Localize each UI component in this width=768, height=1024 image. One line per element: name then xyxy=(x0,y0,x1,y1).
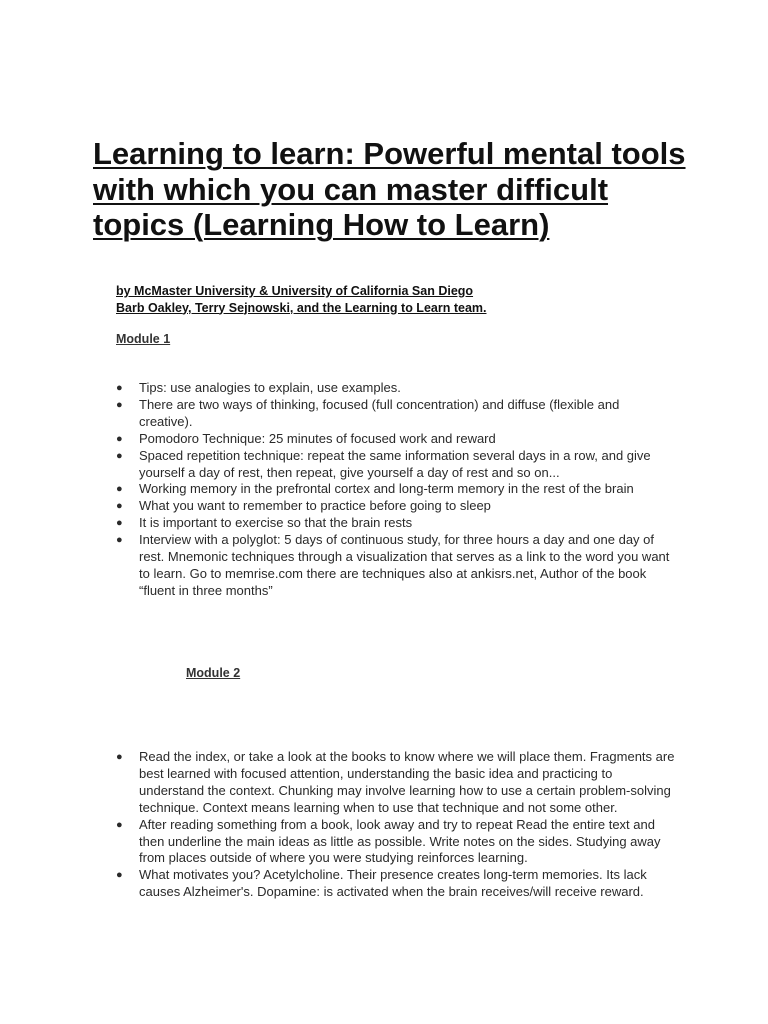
list-item xyxy=(116,448,676,482)
document-title: Learning to learn: Powerful mental tools with which you can master difficult topics (Learning How to Learn) xyxy=(93,136,686,242)
byline-authors: Barb Oakley, Terry Sejnowski, and the Learning to Learn team. xyxy=(116,300,487,315)
list-item xyxy=(116,817,676,868)
list-item xyxy=(116,515,676,532)
list-item-text: What you want to remember to practice before going to sleep xyxy=(139,498,491,514)
list-item xyxy=(116,532,676,600)
bullet-icon: ● xyxy=(116,534,123,547)
module-2-heading: Module 2 xyxy=(186,666,241,680)
list-item xyxy=(116,380,676,397)
list-item-text: Spaced repetition technique: repeat the same information several days in a row, and give yourself a day of rest, then repeat, give yourself a day of rest and so on... xyxy=(139,447,651,480)
bullet-icon: ● xyxy=(116,483,123,496)
bullet-icon: ● xyxy=(116,449,123,462)
module-2-list xyxy=(116,749,676,901)
byline-institutions: by McMaster University & University of California San Diego xyxy=(116,284,474,298)
list-item-text: Read the index, or take a look at the books to know where we will place them. Fragments are best learned with focused attention, understanding the basic idea and practicing to understand the context. Chunking may involve learning how to use a certain problem-solving technique. Context means learning when to use that technique and not some other. xyxy=(139,749,675,815)
list-item xyxy=(116,481,676,498)
list-item-text: What motivates you? Acetylcholine. Their presence creates long-term memories. Its lack causes Alzheimer's. Dopamine: is activated when the brain receives/will receive reward. xyxy=(139,867,647,900)
list-item xyxy=(116,498,676,515)
list-item xyxy=(116,867,676,901)
list-item-text: Pomodoro Technique: 25 minutes of focused work and reward xyxy=(139,430,496,446)
list-item-text: Interview with a polyglot: 5 days of continuous study, for three hours a day and one day of rest. Mnemonic techniques through a visualization that serves as a link to the word you want to learn. Go to memrise.com there are techniques also at ankisrs.net, Author of the book “fluent in three months” xyxy=(139,532,670,598)
bullet-icon: ● xyxy=(116,517,123,530)
list-item-text: It is important to exercise so that the brain rests xyxy=(139,515,413,531)
bullet-icon: ● xyxy=(116,382,123,394)
bullet-icon: ● xyxy=(116,500,123,513)
byline xyxy=(116,283,486,316)
module-1-heading: Module 1 xyxy=(116,332,171,346)
list-item-text: After reading something from a book, look away and try to repeat Read the entire text and then underline the main ideas as little as possible. Write notes on the sides. Studying away from places outside of where you were studying reinforces learning. xyxy=(139,816,661,866)
bullet-icon: ● xyxy=(116,869,123,882)
list-item xyxy=(116,749,676,817)
module-1-list xyxy=(116,380,676,600)
list-item-text: Working memory in the prefrontal cortex and long-term memory in the rest of the brain xyxy=(139,481,634,497)
list-item-text: There are two ways of thinking, focused (full concentration) and diffuse (flexible and creative). xyxy=(139,396,620,429)
bullet-icon: ● xyxy=(116,432,123,445)
list-item xyxy=(116,397,676,431)
list-item xyxy=(116,431,676,448)
bullet-icon: ● xyxy=(116,818,123,831)
bullet-icon: ● xyxy=(116,398,123,411)
list-item-text: Tips: use analogies to explain, use examples. xyxy=(139,380,401,395)
bullet-icon: ● xyxy=(116,751,123,763)
